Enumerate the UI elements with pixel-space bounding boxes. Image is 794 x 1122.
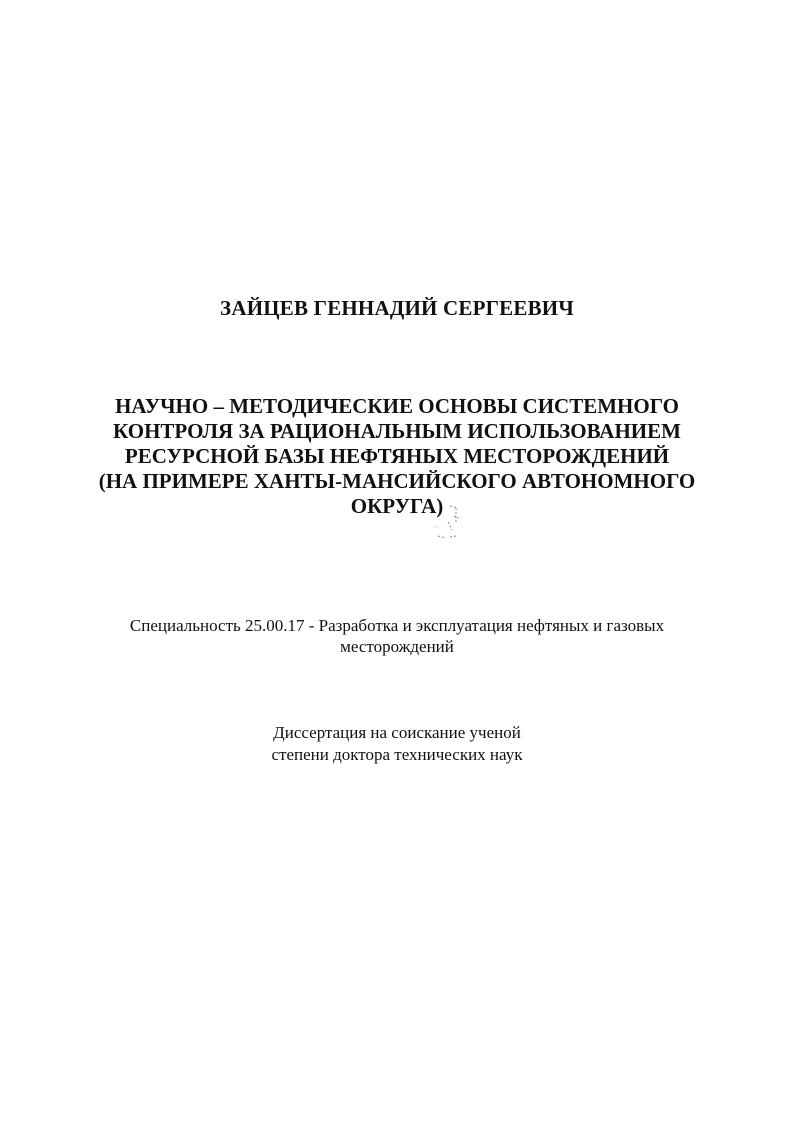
author-name: ЗАЙЦЕВ ГЕННАДИЙ СЕРГЕЕВИЧ: [220, 296, 574, 320]
title-line: ОКРУГА): [350, 494, 444, 518]
specialty: [40, 615, 754, 657]
specialty-line: Специальность 25.00.17 - Разработка и эксплуатация нефтяных и газовых: [129, 616, 665, 635]
title-line: НАУЧНО – МЕТОДИЧЕСКИЕ ОСНОВЫ СИСТЕМНОГО: [115, 394, 679, 418]
degree-line: Диссертация на соискание ученой: [273, 723, 521, 742]
dissertation-title: [60, 394, 734, 519]
title-line: (НА ПРИМЕРЕ ХАНТЫ-МАНСИЙСКОГО АВТОНОМНОГО: [98, 469, 696, 493]
degree-statement: [0, 722, 794, 766]
degree-line: степени доктора технических наук: [271, 745, 523, 764]
specialty-line: месторождений: [340, 637, 454, 656]
title-line: КОНТРОЛЯ ЗА РАЦИОНАЛЬНЫМ ИСПОЛЬЗОВАНИЕМ: [113, 419, 681, 443]
title-line: РЕСУРСНОЙ БАЗЫ НЕФТЯНЫХ МЕСТОРОЖДЕНИЙ: [124, 444, 670, 468]
scan-smudge-mark: [428, 500, 464, 544]
